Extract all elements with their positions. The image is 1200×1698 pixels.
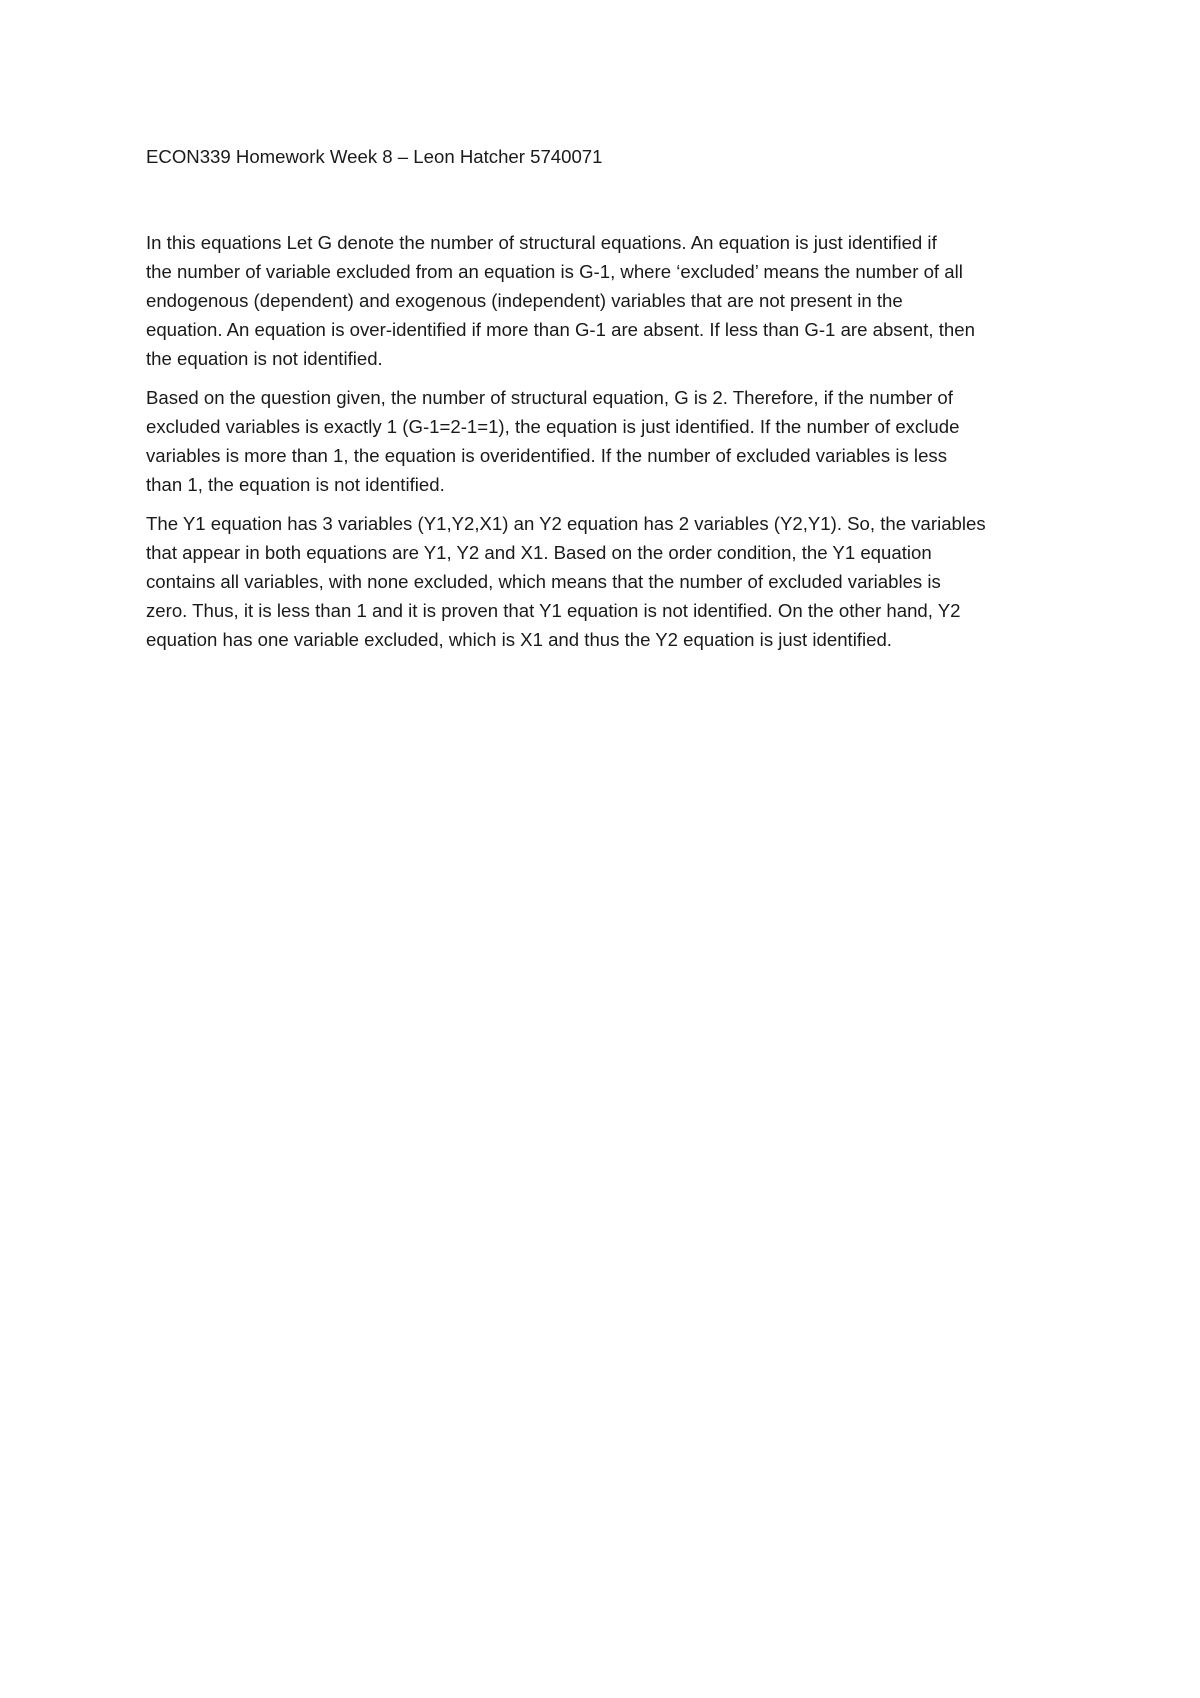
document-body [146,142,1066,664]
paragraph-structural-equations [146,383,1066,499]
paragraph-line: the equation is not identified. [146,348,383,369]
document-title: ECON339 Homework Week 8 – Leon Hatcher 5740071 [146,146,603,167]
paragraph-line: Based on the question given, the number of structural equation, G is 2. Therefore, if the number of [146,387,953,408]
paragraph-line: excluded variables is exactly 1 (G-1=2-1=1), the equation is just identified. If the number of exclude [146,416,960,437]
paragraph-identification-rules [146,228,1066,373]
paragraph-line: than 1, the equation is not identified. [146,474,445,495]
paragraph-line: The Y1 equation has 3 variables (Y1,Y2,X1) an Y2 equation has 2 variables (Y2,Y1). So, the variables [146,513,986,534]
paragraph-line: variables is more than 1, the equation is overidentified. If the number of excluded variables is less [146,445,948,466]
paragraph-line: contains all variables, with none excluded, which means that the number of excluded variables is [146,571,941,592]
paragraph-line: that appear in both equations are Y1, Y2 and X1. Based on the order condition, the Y1 equation [146,542,932,563]
paragraph-order-condition [146,509,1066,654]
paragraph-line: equation has one variable excluded, which is X1 and thus the Y2 equation is just identified. [146,629,892,650]
paragraph-line: the number of variable excluded from an equation is G-1, where ‘excluded’ means the number of all [146,261,963,282]
paragraph-line: endogenous (dependent) and exogenous (independent) variables that are not present in the [146,290,903,311]
paragraph-line: equation. An equation is over-identified if more than G-1 are absent. If less than G-1 are absent, then [146,319,975,340]
paragraph-line: In this equations Let G denote the number of structural equations. An equation is just identified if [146,232,937,253]
paragraph-line: zero. Thus, it is less than 1 and it is proven that Y1 equation is not identified. On the other hand, Y2 [146,600,961,621]
